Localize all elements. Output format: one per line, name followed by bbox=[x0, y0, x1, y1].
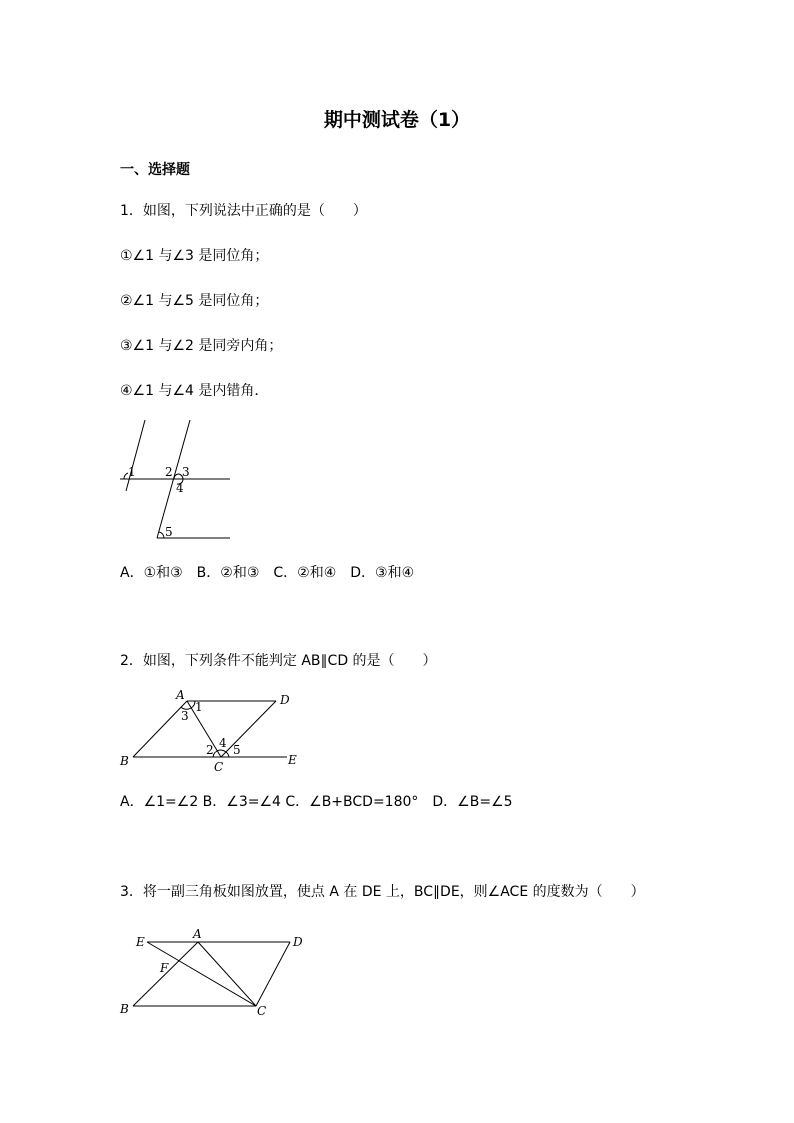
q2-segment-CD bbox=[221, 701, 276, 757]
q1-label-2: 2 bbox=[165, 465, 173, 479]
q2-point-D: D bbox=[280, 693, 290, 707]
q1-stem: 1．如图，下列说法中正确的是（ ） bbox=[120, 203, 367, 219]
q3-point-E: E bbox=[136, 935, 145, 949]
q2-segment-AB bbox=[133, 701, 187, 757]
q2-point-B: B bbox=[120, 754, 129, 768]
q1-statement-3: ③∠1 与∠2 是同旁内角； bbox=[120, 338, 283, 354]
q2-options: A．∠1=∠2 B．∠3=∠4 C．∠B+BCD=180° D．∠B=∠5 bbox=[120, 794, 513, 810]
q2-angle-2: 2 bbox=[206, 743, 214, 757]
q1-line-left-transversal bbox=[126, 420, 145, 491]
q3-point-C: C bbox=[257, 1004, 267, 1018]
q3-figure bbox=[115, 925, 315, 1025]
q3-segment-AC bbox=[198, 942, 256, 1006]
q2-angle-4: 4 bbox=[219, 736, 227, 750]
q1-figure bbox=[115, 415, 245, 545]
q2-point-A: A bbox=[176, 688, 185, 702]
q3-point-A: A bbox=[193, 927, 202, 941]
q1-statement-4: ④∠1 与∠4 是内错角． bbox=[120, 383, 269, 399]
q2-angle-1: 1 bbox=[195, 700, 203, 714]
section-heading: 一、选择题 bbox=[120, 162, 190, 178]
q3-point-B: B bbox=[120, 1002, 129, 1016]
q3-segment-CD bbox=[256, 942, 290, 1006]
q1-label-5: 5 bbox=[165, 525, 173, 539]
q1-options: A．①和③ B．②和③ C．②和④ D．③和④ bbox=[120, 565, 415, 581]
q2-point-C: C bbox=[214, 760, 224, 774]
q3-stem: 3．将一副三角板如图放置，使点 A 在 DE 上，BC∥DE，则∠ACE 的度数为（ ） bbox=[120, 884, 645, 900]
q1-statement-1: ①∠1 与∠3 是同位角； bbox=[120, 248, 269, 264]
q2-point-E: E bbox=[288, 753, 297, 767]
q3-point-F: F bbox=[160, 961, 169, 975]
q2-segment-AC bbox=[187, 701, 221, 757]
q2-angle-mark-5 bbox=[226, 752, 229, 757]
q1-label-3: 3 bbox=[182, 465, 190, 479]
q2-stem: 2．如图，下列条件不能判定 AB∥CD 的是（ ） bbox=[120, 653, 437, 669]
q1-angle-mark-5 bbox=[159, 532, 164, 538]
q3-point-D: D bbox=[293, 935, 303, 949]
q1-label-1: 1 bbox=[128, 465, 136, 479]
q2-angle-5: 5 bbox=[233, 743, 241, 757]
q2-angle-3: 3 bbox=[181, 709, 189, 723]
q2-figure bbox=[115, 685, 305, 775]
page-title: 期中测试卷（1） bbox=[323, 109, 471, 131]
q1-statement-2: ②∠1 与∠5 是同位角； bbox=[120, 293, 269, 309]
q1-label-4: 4 bbox=[176, 481, 184, 495]
